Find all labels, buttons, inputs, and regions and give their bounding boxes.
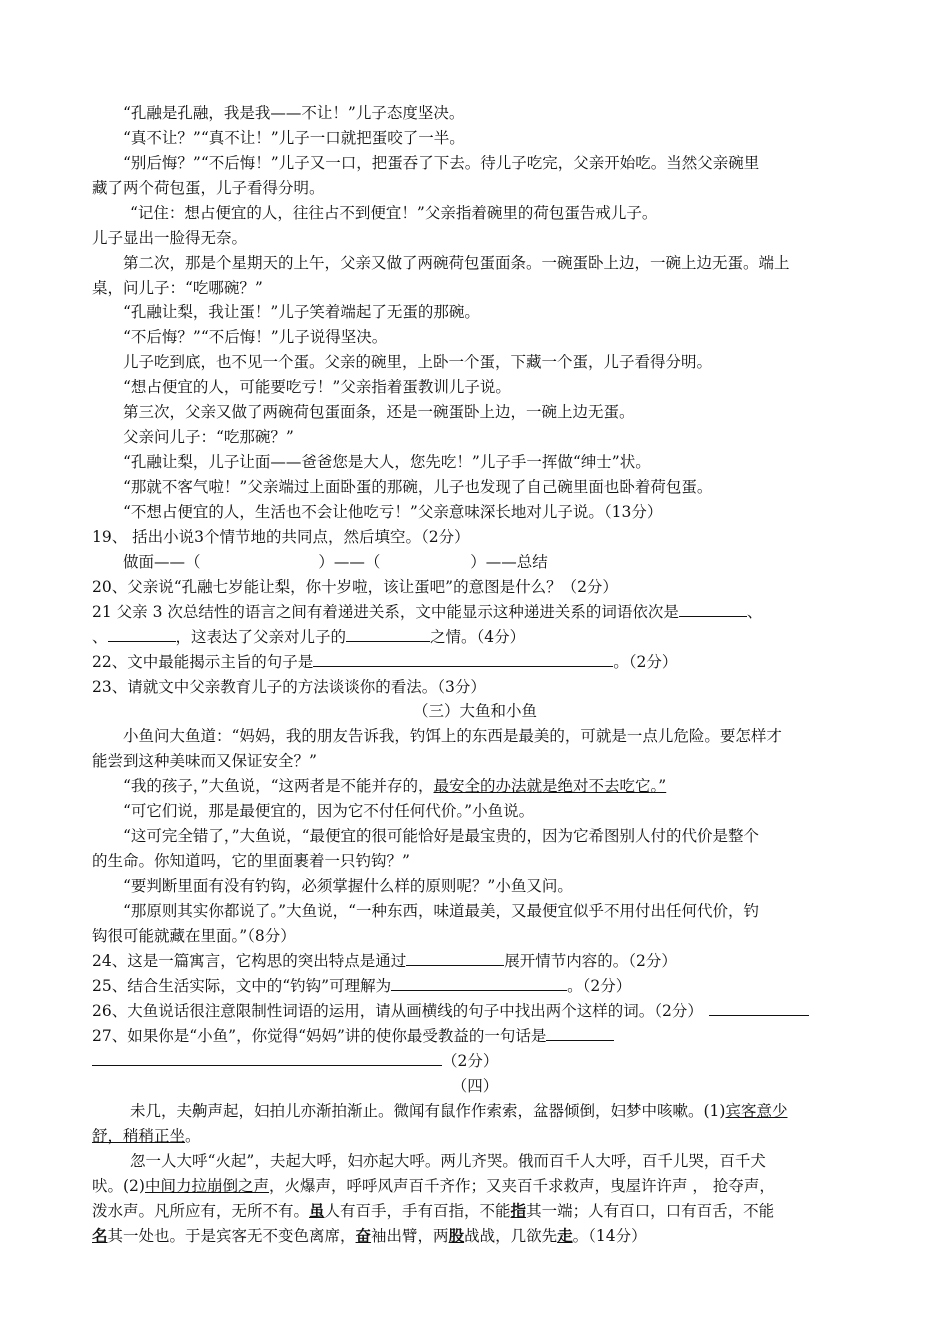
fable-line [123,774,864,799]
story-line: “记住：想占便宜的人，往往占不到便宜！”父亲指着碗里的荷包蛋告戒儿子。 [130,204,658,222]
story-line: “不想占便宜的人，生活也不会让他吃亏！”父亲意味深长地对儿子说。（13分） [123,503,663,521]
classical-text: 。 [185,1127,201,1145]
fable-line: “那原则其实你都说了。”大鱼说，“一种东西，味道最美，又最便宜似乎不用付出任何代价，钓 [123,902,760,920]
fable-line: “这可完全错了，”大鱼说，“最便宜的很可能恰好是最宝贵的，因为它希图别人付的代价是整个 [123,827,760,845]
question-21-line-2 [92,625,864,650]
question-23: 23、请就文中父亲教育儿子的方法谈谈你的看法。（3分） [92,678,486,696]
q22-answer-blank[interactable] [313,652,613,667]
q21-answer-blank-2[interactable] [108,627,176,642]
story-line: “不后悔？”“不后悔！”儿子说得坚决。 [123,328,388,346]
underlined-phrase-2: 中间力拉崩倒之声 [144,1177,269,1195]
story-line: 第三次，父亲又做了两碗荷包蛋面条，还是一碗蛋卧上边，一碗上边无蛋。 [123,403,635,421]
section-4-title: （四） [451,1077,499,1095]
story-line: 儿子吃到底，也不见一个蛋。父亲的碗里，上卧一个蛋，下藏一个蛋，儿子看得分明。 [123,353,713,371]
fable-line: “要判断里面有没有钓钩，必须掌握什么样的原则呢？”小鱼又问。 [123,877,573,895]
story-line: “真不让？”“真不让！”儿子一口就把蛋咬了一半。 [123,129,465,147]
classical-text: 战战，几欲先 [464,1227,558,1245]
story-line: 第二次，那是个星期天的上午，父亲又做了两碗荷包蛋面条。一碗蛋卧上边，一碗上边无蛋。端上 [123,254,790,272]
q22-text-a: 22、文中最能揭示主旨的句子是 [92,653,314,671]
q21-text-d: ，这表达了父亲对儿子的 [175,628,347,646]
question-27-line-1 [92,1024,864,1049]
q27-text-a: 27、如果你是“小鱼”，你觉得“妈妈”讲的使你最受教益的一句话是 [92,1027,547,1045]
q25-text-b: 。（2分） [567,977,632,995]
question-25 [92,974,864,999]
key-character: 奋 [355,1226,372,1245]
classical-text: 吠。(2) [92,1177,145,1195]
classical-line [92,1124,864,1149]
question-24 [92,949,864,974]
classical-text: 人有百手，手有百指，不能 [324,1202,511,1220]
q26-answer-blank[interactable] [709,1001,809,1016]
key-character: 走 [557,1226,573,1245]
section-3-title: （三）大鱼和小鱼 [412,702,537,720]
question-22 [92,650,864,675]
classical-text: 其一处也。于是宾客无不变色离席， [107,1227,356,1245]
question-21-line-1 [92,600,864,625]
q19-fill-text-a: 做面——（ [123,553,201,571]
fable-line: 小鱼问大鱼道：“妈妈，我的朋友告诉我，钓饵上的东西是最美的，可就是一点儿危险。要怎样才 [123,727,782,745]
classical-text: 。（14分） [572,1227,647,1245]
story-line: “别后悔？”“不后悔！”儿子又一口，把蛋吞了下去。待儿子吃完，父亲开始吃。当然父亲碗里 [123,154,760,172]
q24-answer-blank[interactable] [406,951,504,966]
q21-text-e: 之情。（4分） [430,628,526,646]
question-19-fill [123,550,864,575]
q19-fill-text-c: ）——总结 [470,553,548,571]
story-line: 儿子显出一脸得无奈。 [92,229,248,247]
q24-text-b: 展开情节内容的。（2分） [504,952,677,970]
classical-text: ，火爆声，呼呼风声百千齐作；又夹百千求救声，曳屋许许声 ， 抢夺声， [268,1177,775,1195]
classical-line [92,1199,864,1224]
q21-text-a: 21 父亲 3 次总结性的语言之间有着递进关系，文中能显示这种递进关系的词语依次是 [92,603,679,621]
story-line: “孔融是孔融，我是我——不让！”儿子态度坚决。 [123,104,465,122]
story-line: 藏了两个荷包蛋，儿子看得分明。 [92,179,325,197]
q27-text-b: （2分） [442,1052,499,1070]
story-line: “孔融让梨，我让蛋！”儿子笑着端起了无蛋的那碗。 [123,303,480,321]
key-character: 虽 [309,1201,325,1220]
question-27-line-2 [92,1049,864,1074]
key-character: 股 [448,1226,465,1245]
fable-line: 能尝到这种美味而又保证安全？” [92,752,317,770]
fable-line: 的生命。你知道吗，它的里面裹着一只钓钩？” [92,852,410,870]
q21-text-c: 、 [92,628,108,646]
fable-line: “可它们说，那是最便宜的，因为它不付任何代价。”小鱼说。 [123,802,535,820]
q19-fill-text-b: ）——（ [318,553,381,571]
question-26 [92,999,864,1024]
classical-text: 泼水声。凡所应有，无所不有。 [92,1202,310,1220]
key-character: 名 [92,1226,108,1245]
q24-text-a: 24、这是一篇寓言，它构思的突出特点是通过 [92,952,407,970]
story-line: 桌，问儿子：“吃哪碗？” [92,279,263,297]
q25-answer-blank[interactable] [391,976,567,991]
question-19: 19、 括出小说3个情节地的共同点，然后填空。（2分） [92,528,470,546]
story-line: “想占便宜的人，可能要吃亏！”父亲指着蛋教训儿子说。 [123,378,511,396]
underlined-sentence: 最安全的办法就是绝对不去吃它。” [433,777,667,795]
q27-answer-blank-2[interactable] [92,1051,442,1066]
q26-text: 26、大鱼说话很注意限制性词语的运用，请从画横线的句子中找出两个这样的词。（2分） [92,1002,703,1020]
fable-text: “我的孩子，”大鱼说，“这两者是不能并存的， [123,777,434,795]
underlined-phrase-1-cont: 舒，稍稍正坐 [92,1127,186,1145]
q21-answer-blank-3[interactable] [346,627,430,642]
story-line: “孔融让梨，儿子让面——爸爸您是大人，您先吃！”儿子手一挥做“绅士”状。 [123,453,651,471]
classical-text: 未几，夫齁声起，妇拍儿亦渐拍渐止。微闻有鼠作作索索，盆器倾倒，妇梦中咳嗽。(1) [130,1102,726,1120]
story-line: 父亲问儿子：“吃那碗？” [123,428,294,446]
classical-line [92,1174,864,1199]
underlined-phrase-1: 宾客意少 [725,1102,788,1120]
q21-text-b: 、 [746,603,763,621]
q22-text-b: 。（2分） [613,653,678,671]
classical-text: 其一端；人有百口，口有百舌，不能 [526,1202,775,1220]
question-20: 20、父亲说“孔融七岁能让梨，你十岁啦，该让蛋吧”的意图是什么？（2分） [92,578,618,596]
q21-answer-blank-1[interactable] [679,602,747,617]
classical-line [130,1099,864,1124]
classical-line [92,1224,864,1249]
classical-text: 袖出臂，两 [371,1227,449,1245]
fable-line: 钩很可能就藏在里面。”（8分） [92,927,296,945]
q27-answer-blank-1[interactable] [546,1026,614,1041]
key-character: 指 [510,1201,527,1220]
story-line: “那就不客气啦！”父亲端过上面卧蛋的那碗，儿子也发现了自己碗里面也卧着荷包蛋。 [123,478,713,496]
classical-line: 忽一人大呼“火起”，夫起大呼，妇亦起大呼。两儿齐哭。俄而百千人大呼，百千儿哭，百千犬 [130,1152,766,1170]
q25-text-a: 25、结合生活实际，文中的“钓钩”可理解为 [92,977,392,995]
